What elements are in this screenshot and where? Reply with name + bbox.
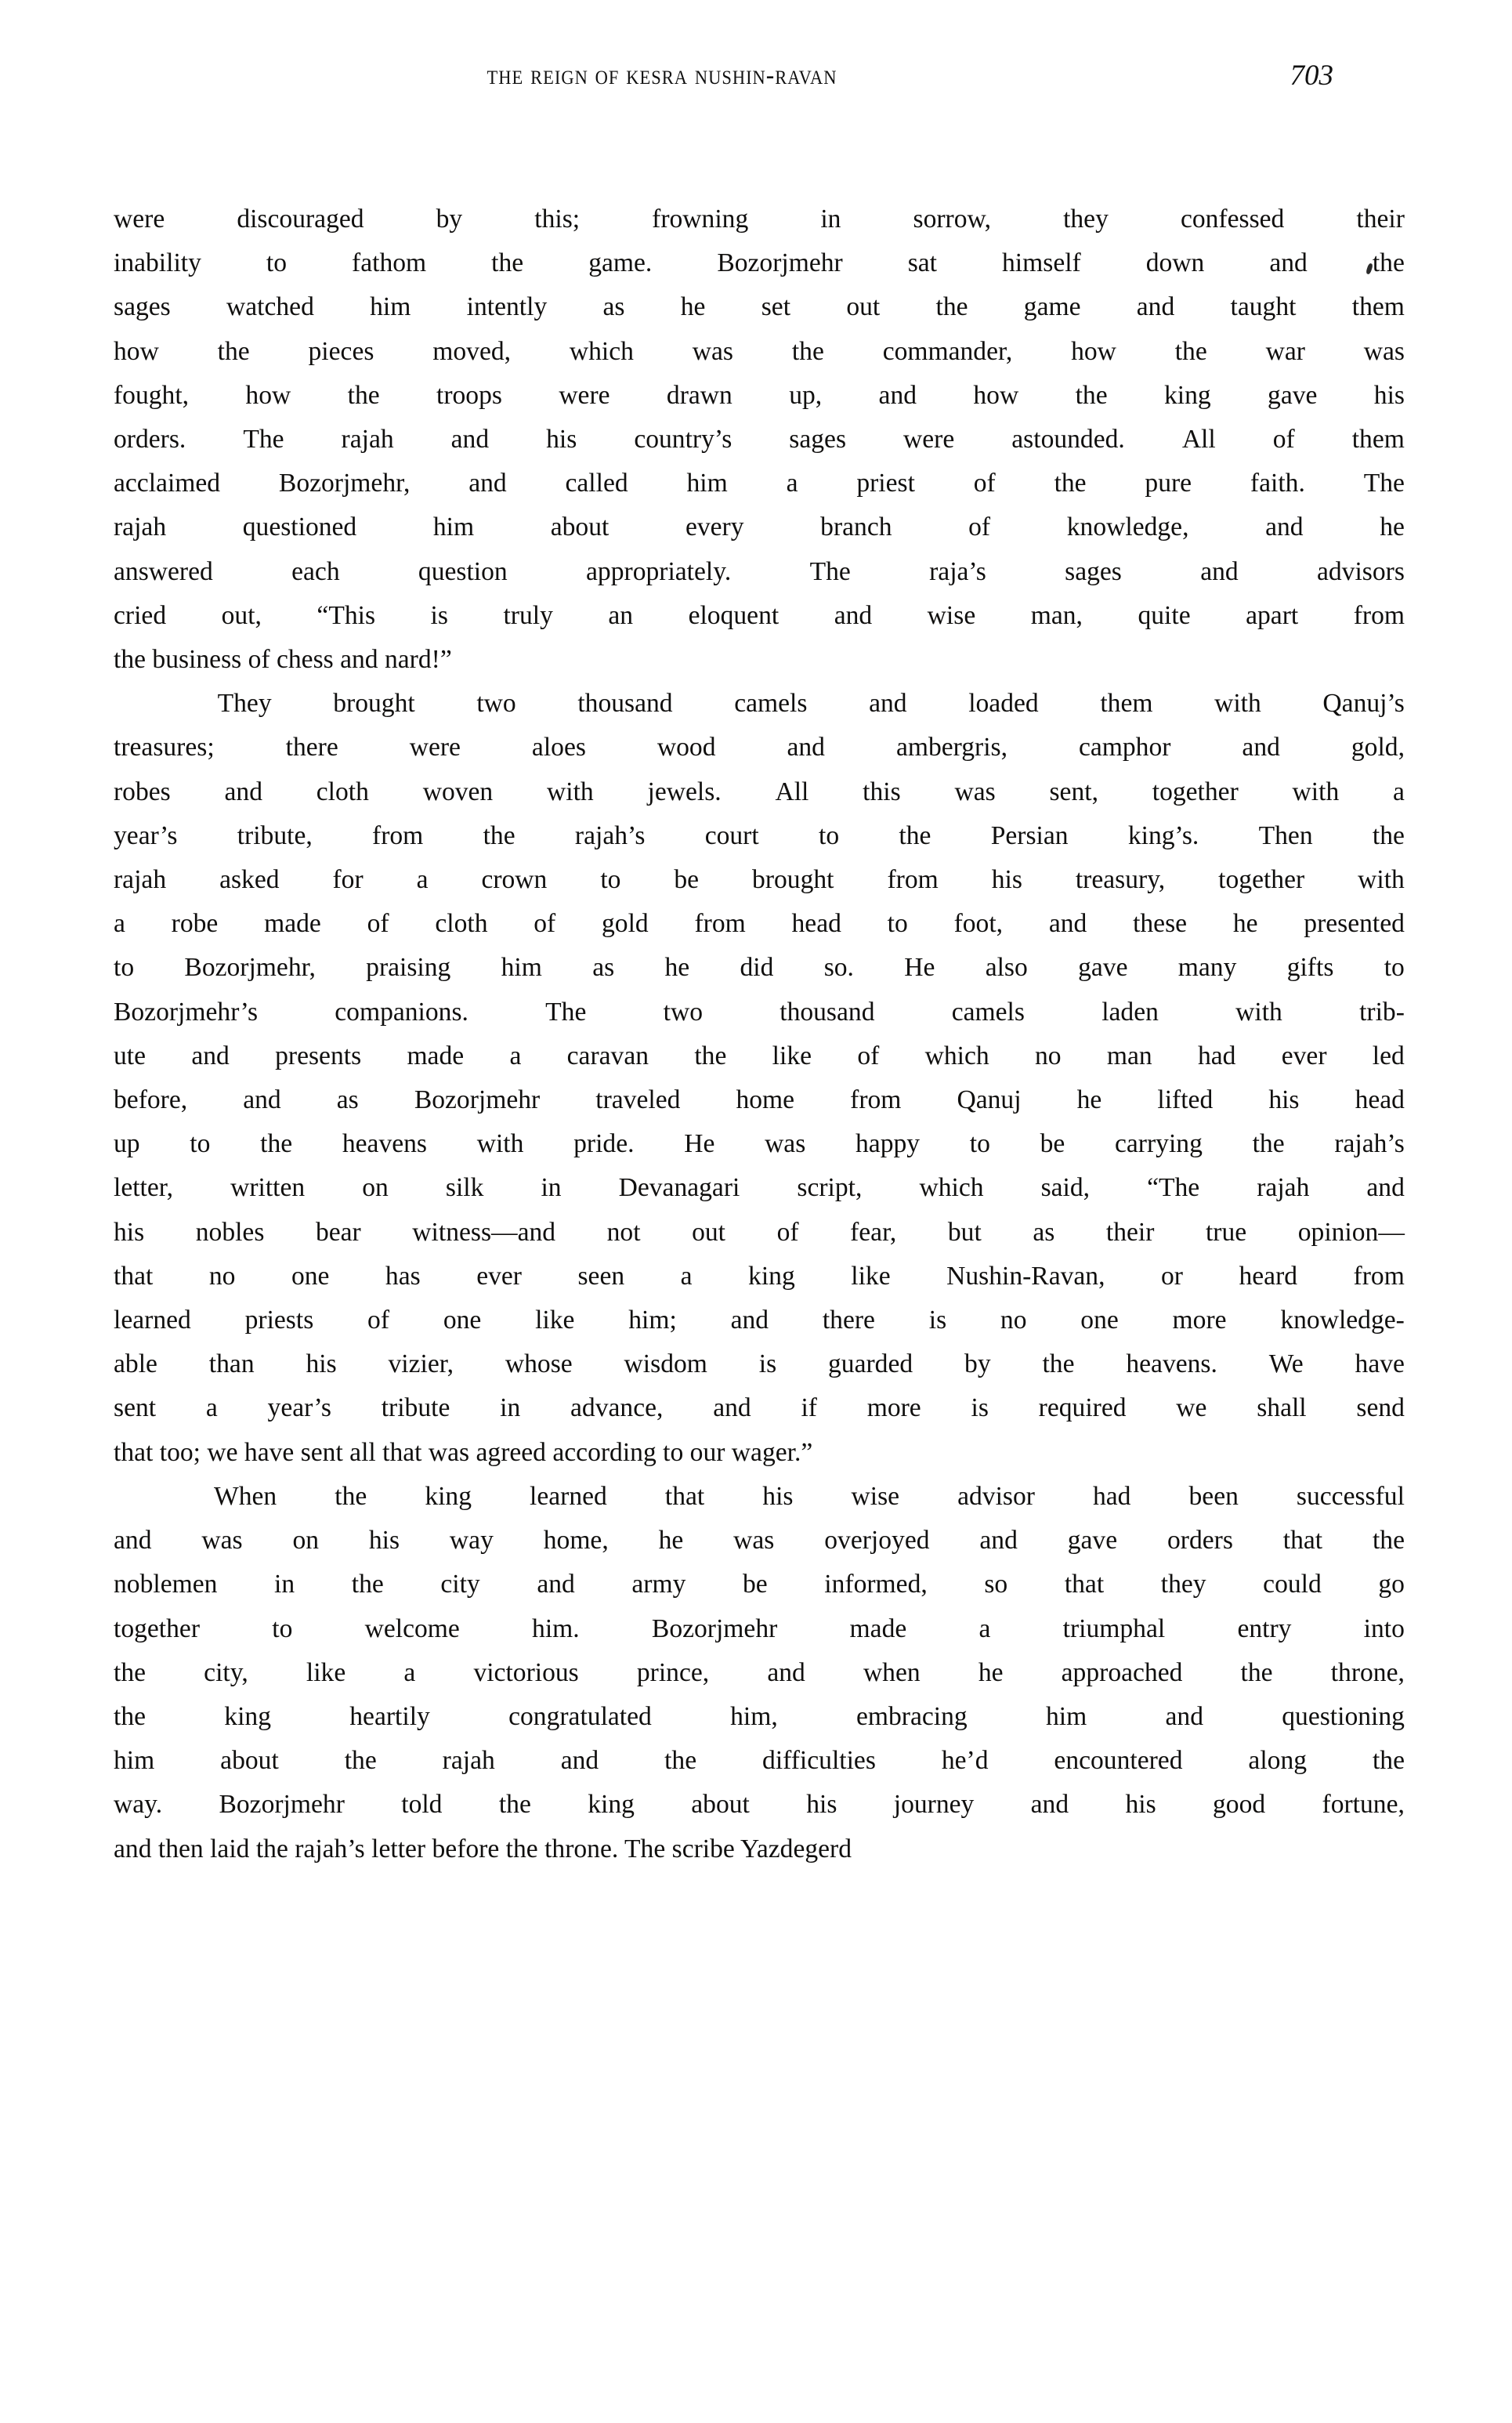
text-line: how the pieces moved, which was the commander, how the war was [114,336,1405,366]
page-number: 703 [1290,60,1333,92]
text-line: answered each question appropriately. The raja’s sages and advisors [114,556,1405,586]
text-line: year’s tribute, from the rajah’s court to the Persian king’s. Then the [114,820,1405,850]
running-head-title: the reign of kesra nushin-ravan [487,60,837,90]
text-line: the city, like a victorious prince, and when he approached the throne, [114,1657,1405,1687]
text-line: up to the heavens with pride. He was happy to be carrying the rajah’s [114,1129,1405,1159]
text-line: Bozorjmehr’s companions. The two thousand camels laden with trib- [114,997,1405,1027]
text-line: rajah asked for a crown to be brought from his treasury, together with [114,865,1405,895]
text-line: and then laid the rajah’s letter before the throne. The scribe Yazdegerd [114,1834,852,1863]
text-line: fought, how the troops were drawn up, and how the king gave his [114,380,1405,410]
text-line: cried out, “This is truly an eloquent and wise man, quite apart from [114,600,1405,630]
text-line: sent a year’s tribute in advance, and if more is required we shall send [114,1393,1405,1423]
text-line: rajah questioned him about every branch of knowledge, and he [114,512,1405,542]
text-line: robes and cloth woven with jewels. All this was sent, together with a [114,777,1405,806]
text-line: together to welcome him. Bozorjmehr made a triumphal entry into [114,1614,1405,1643]
text-line: before, and as Bozorjmehr traveled home from Qanuj he lifted his head [114,1085,1405,1115]
paragraph-3 [114,1475,1405,1871]
running-head [114,58,1402,99]
text-line: him about the rajah and the difficulties he’d encountered along the [114,1746,1405,1776]
text-line: sages watched him intently as he set out the game and taught them [114,292,1405,322]
text-line: the king heartily congratulated him, embracing him and questioning [114,1701,1405,1731]
text-line: to Bozorjmehr, praising him as he did so. He also gave many gifts to [114,953,1405,983]
text-line: a robe made of cloth of gold from head to foot, and these he presented [114,909,1405,939]
text-line: way. Bozorjmehr told the king about his journey and his good fortune, [114,1790,1405,1820]
text-line: acclaimed Bozorjmehr, and called him a priest of the pure faith. The [114,469,1405,498]
text-line: When the king learned that his wise advisor had been successful [214,1481,1405,1511]
text-line: his nobles bear witness—and not out of fear, but as their true opinion— [114,1217,1405,1247]
text-line: that too; we have sent all that was agreed according to our wager.” [114,1437,813,1467]
paragraph-1 [114,197,1405,682]
text-line: the business of chess and nard!” [114,645,452,675]
body-text [114,197,1405,1871]
text-line: ute and presents made a caravan the like of which no man had ever led [114,1041,1405,1070]
text-line: and was on his way home, he was overjoyed and gave orders that the [114,1526,1405,1556]
text-line: noblemen in the city and army be informed, so that they could go [114,1570,1405,1599]
text-line: learned priests of one like him; and there is no one more knowledge- [114,1306,1405,1335]
text-line: orders. The rajah and his country’s sages were astounded. All of them [114,425,1405,455]
text-line: that no one has ever seen a king like Nushin-Ravan, or heard from [114,1261,1405,1291]
text-line: letter, written on silk in Devanagari script, which said, “The rajah and [114,1173,1405,1203]
text-line: were discouraged by this; frowning in sorrow, they confessed their [114,205,1405,234]
paragraph-2 [114,682,1405,1475]
text-line: They brought two thousand camels and loaded them with Qanuj’s [217,689,1405,719]
text-line: inability to fathom the game. Bozorjmehr sat himself down and the [114,248,1405,278]
text-line: able than his vizier, whose wisdom is guarded by the heavens. We have [114,1349,1405,1379]
text-line: treasures; there were aloes wood and ambergris, camphor and gold, [114,733,1405,762]
